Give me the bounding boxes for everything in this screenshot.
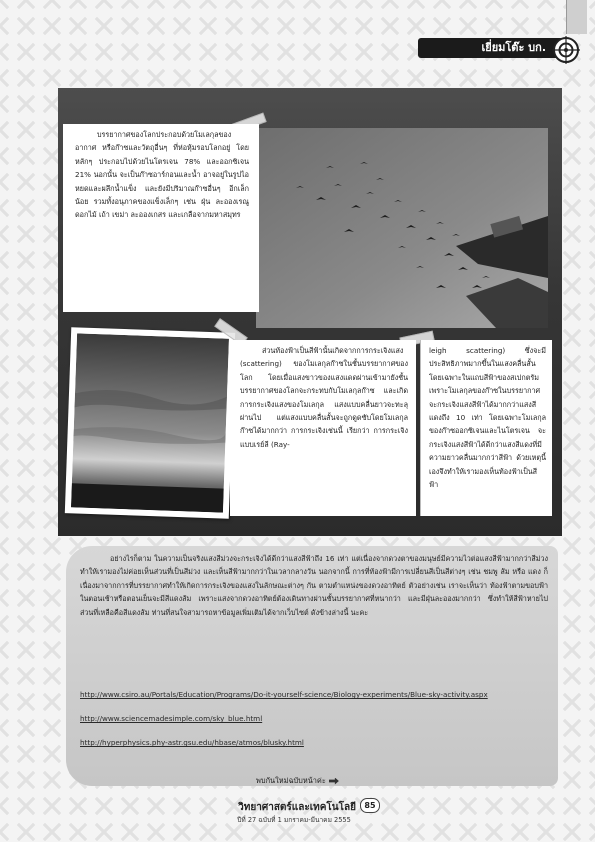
reference-link[interactable]: http://www.csiro.au/Portals/Education/Programs/Do-it-yourself-science/Biology-experiments/Blue-sky-activity.aspx	[80, 690, 488, 699]
target-icon	[552, 36, 580, 64]
arrow-right-icon	[329, 778, 339, 785]
magazine-title: วิทยาศาสตร์และเทคโนโลยี	[238, 802, 356, 813]
reference-links	[80, 683, 550, 755]
corner-tab	[566, 0, 587, 34]
reference-link[interactable]: http://www.sciencemadesimple.com/sky_blue.html	[80, 714, 263, 723]
page-number: 85	[360, 798, 380, 813]
scattering-paragraph: ส่วนท้องฟ้าเป็นสีฟ้านั้นเกิดจากการกระเจิงแสง (scattering) ของโมเลกุลก๊าซในชั้นบรรยากาศของโลก โดยเมื่อแสงขาวของแสงแดดผ่านเข้ามายังชั้นบรรยากาศของโลกจะกระทบกับโมเลกุลก๊าซ และเกิดการกระเจิงแสงของโมเลกุล แสงแบบคลื่นยาวจะทะลุผ่านไป แต่แสงแบบคลื่นสั้นจะถูกดูดซับโดยโมเลกุลก๊าซได้มากกว่า การกระเจิงเช่นนี้ เรียกว่า การกระเจิงแบบเรย์ลี (Ray-	[230, 340, 416, 516]
bottom-paragraph: อย่างไรก็ตาม ในความเป็นจริงแสงสีม่วงจะกระเจิงได้ดีกว่าแสงสีฟ้าถึง 16 เท่า แต่เนื่องจากดวงตาของมนุษย์มีความไวต่อแสงสีฟ้ามากกว่าสีม่วง ทำให้เรามองไม่ค่อยเห็นส่วนที่เป็นสีม่วง และเห็นสีฟ้ามากกว่าในเวลากลางวัน นอกจากนี้ การที่ท้องฟ้ามีการเปลี่ยนสีเป็นสีต่างๆ เช่น ชมพู ส้ม หรือ แดง ก็เนื่องมาจากการที่บรรยากาศทำให้เกิดการกระเจิงของแสงในลักษณะต่างๆ กัน ตามตำแหน่งของดวงอาทิตย์ ตัวอย่างเช่น เราจะเห็นว่า ท้องฟ้าตามขอบฟ้าในตอนเช้าหรือตอนเย็นจะมีสีแดงส้ม เพราะแสงจากดวงอาทิตย์ต้องเดินทางผ่านชั้นบรรยากาศที่หนากว่า และมีฝุ่นละอองมากกว่า ซึ่งทำให้สีฟ้าหายไป ส่วนที่เหลือคือสีแดงส้ม ท่านที่สนใจสามารถหาข้อมูลเพิ่มเติมได้จากเว็บไซต์ ดังข้างล่างนี้ นะคะ	[80, 554, 548, 617]
section-label: เยี่ยมโต๊ะ บก.	[418, 38, 568, 58]
scattering-paragraph-continued: leigh scattering) ซึ่งจะมีประสิทธิภาพมากขึ้นในแสงคลื่นสั้น โดยเฉพาะในแถบสีฟ้าของสเปกตรัม เพราะโมเลกุลของก๊าซในบรรยากาศจะกระเจิงแสงสีฟ้าได้มากกว่าแสงสีแดงถึง 10 เท่า โดยเฉพาะโมเลกุลของก๊าซออกซิเจนและไนโตรเจน จะกระเจิงแสงสีฟ้าได้ดีกว่าแสงสีแดงที่มีความยาวคลื่นมากกว่าสีฟ้า ด้วยเหตุนี้เองจึงทำให้เรามองเห็นท้องฟ้าเป็นสีฟ้า	[420, 340, 552, 516]
closing-note	[256, 775, 376, 787]
closing-note-text: พบกันใหม่ฉบับหน้าค่ะ	[256, 776, 326, 785]
reference-link[interactable]: http://hyperphysics.phy-astr.gsu.edu/hbase/atmos/blusky.html	[80, 738, 304, 747]
birds-sky-photo	[256, 128, 548, 328]
sunset-photo-frame	[65, 327, 235, 519]
intro-paragraph: บรรยากาศของโลกประกอบด้วยโมเลกุลของอากาศ หรือก๊าซและวัตถุอื่นๆ ที่ห่อหุ้มรอบโลกอยู่ โดยหลักๆ ประกอบไปด้วยไนโตรเจน 78% และออกซิเจน 21% นอกนั้น จะเป็นก๊าซอาร์กอนและน้ำ อาจอยู่ในรูปไอ หยดและผลึกน้ำแข็ง และยังมีปริมาณก๊าซอื่นๆ อีกเล็กน้อย รวมทั้งอนุภาคของแข็งเล็กๆ เช่น ฝุ่น ละอองเรณูดอกไม้ เถ้า เขม่า ละอองเกสร และเกลือจากมหาสมุทร	[63, 124, 259, 312]
sunset-photo	[71, 333, 229, 512]
issue-info: ปีที่ 27 ฉบับที่ 1 มกราคม-มีนาคม 2555	[237, 816, 351, 824]
